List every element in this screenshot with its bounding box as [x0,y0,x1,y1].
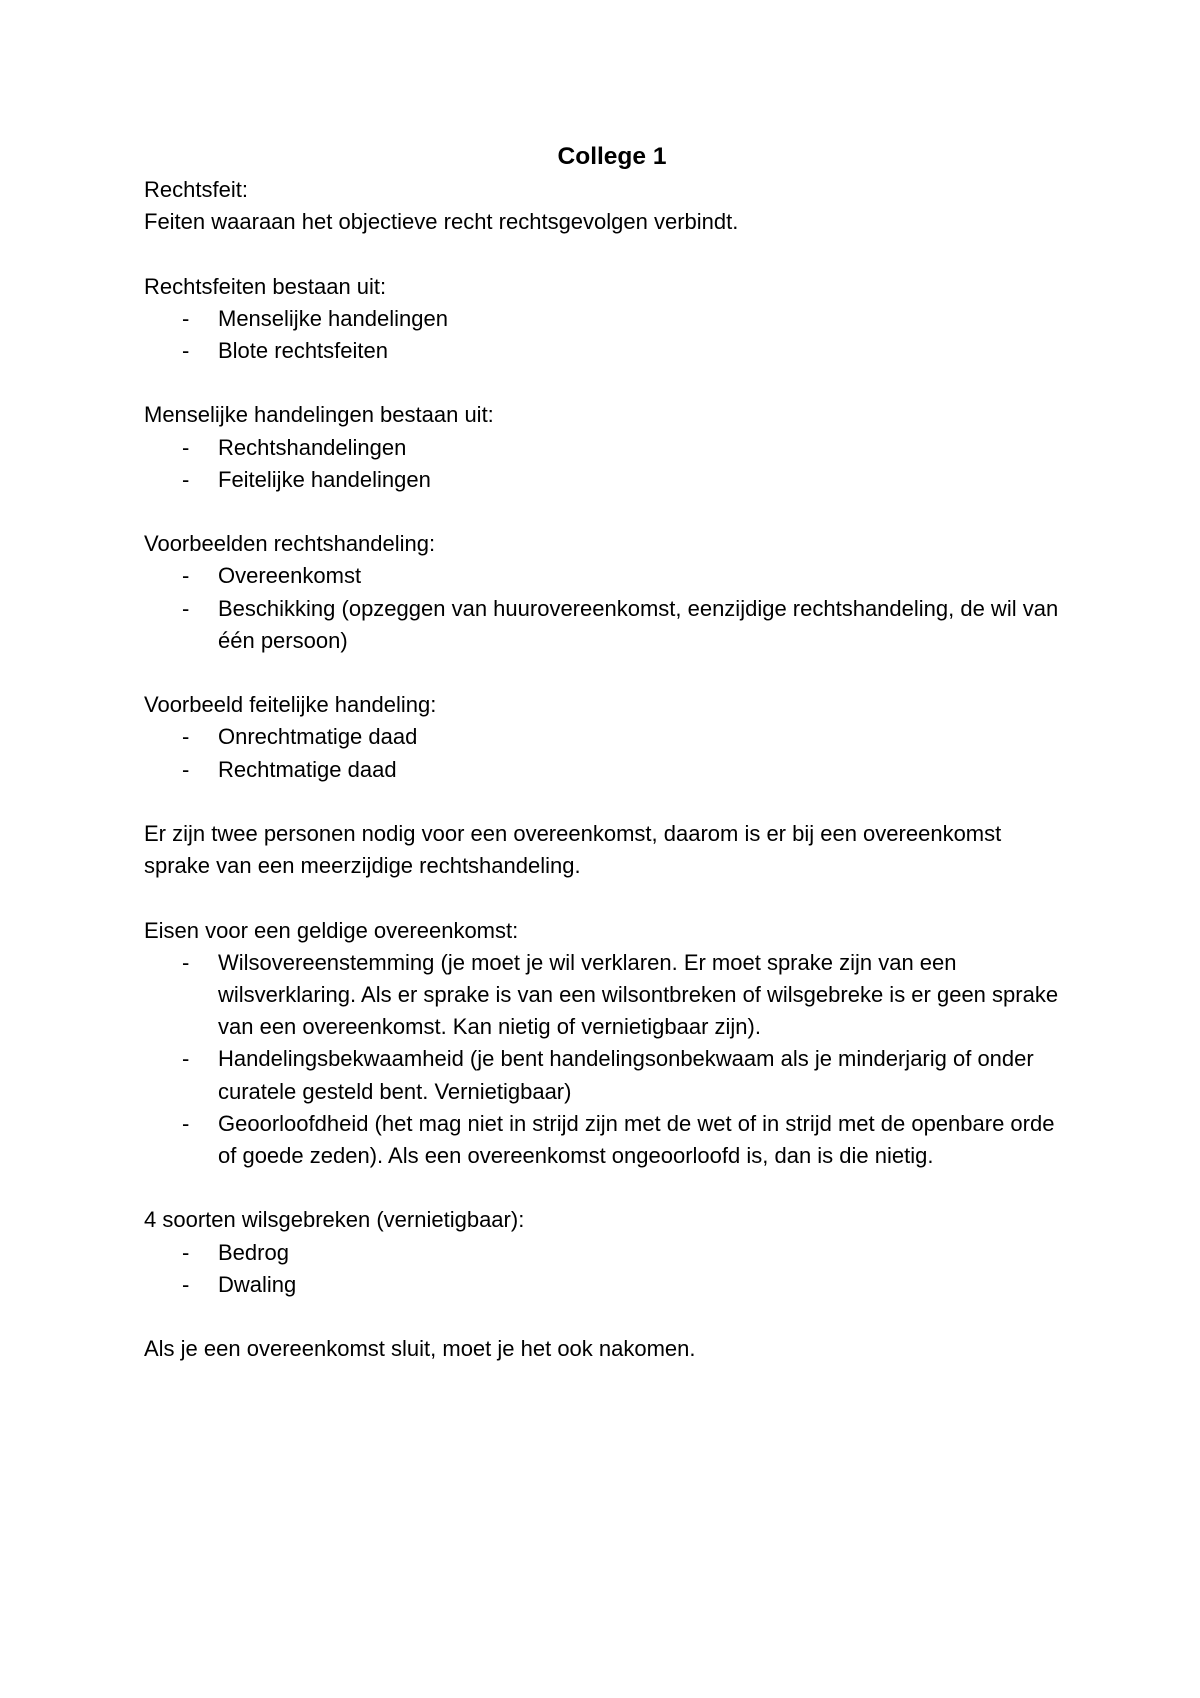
list-item-text: Bedrog [218,1239,289,1265]
paragraph-gap [144,882,1064,914]
dash-bullet: - [182,1046,190,1072]
paragraph-line: 4 soorten wilsgebreken (vernietigbaar): [144,1207,525,1233]
list-item-text: Menselijke handelingen [218,305,448,331]
document-page [144,140,1064,1365]
dash-bullet: - [182,756,190,782]
list-item [144,593,1064,657]
dash-list [144,1237,1064,1301]
document-body [144,174,1064,1365]
paragraph-gap [144,1172,1064,1204]
section [144,915,1064,1173]
list-item [144,754,1064,786]
dash-list [144,303,1064,367]
list-item [144,1043,1064,1107]
dash-bullet: - [182,595,190,621]
dash-bullet: - [182,1271,190,1297]
list-item [144,335,1064,367]
paragraph-line: Feiten waaraan het objectieve recht rechtsgevolgen verbindt. [144,209,739,235]
list-item-text: Handelingsbekwaamheid (je bent handelingsonbekwaam als je minderjarig of onder curatele gesteld bent. Vernietigbaar) [218,1046,1034,1104]
paragraph-gap [144,238,1064,270]
section [144,1204,1064,1301]
list-item-text: Onrechtmatige daad [218,724,418,750]
section [144,689,1064,786]
dash-bullet: - [182,466,190,492]
dash-bullet: - [182,563,190,589]
document-title: College 1 [557,143,667,170]
paragraph-gap [144,1301,1064,1333]
list-item [144,303,1064,335]
section [144,399,1064,496]
list-item [144,464,1064,496]
section [144,528,1064,657]
dash-bullet: - [182,724,190,750]
paragraph-gap [144,496,1064,528]
dash-list [144,432,1064,496]
dash-bullet: - [182,305,190,331]
paragraph-line: Menselijke handelingen bestaan uit: [144,402,494,428]
paragraph-gap [144,367,1064,399]
paragraph-line: Voorbeelden rechtshandeling: [144,531,436,557]
paragraph-line: Rechtsfeiten bestaan uit: [144,273,387,299]
dash-list [144,560,1064,657]
dash-bullet: - [182,1239,190,1265]
paragraph-gap [144,786,1064,818]
list-item-text: Dwaling [218,1271,297,1297]
dash-bullet: - [182,434,190,460]
dash-bullet: - [182,949,190,975]
section [144,818,1064,882]
section [144,174,1064,238]
list-item-text: Beschikking (opzeggen van huurovereenkomst, eenzijdige rechtshandeling, de wil van één persoon) [218,595,1059,653]
dash-bullet: - [182,338,190,363]
list-item [144,432,1064,464]
list-item [144,721,1064,753]
list-item [144,947,1064,1044]
list-item [144,1108,1064,1172]
section [144,1333,1064,1365]
list-item-text: Overeenkomst [218,563,362,589]
dash-list [144,721,1064,785]
paragraph-line: Eisen voor een geldige overeenkomst: [144,917,519,943]
paragraph-line: Er zijn twee personen nodig voor een overeenkomst, daarom is er bij een overeenkomst sprake van een meerzijdige rechtshandeling. [144,820,1002,879]
list-item [144,1269,1064,1301]
list-item-text: Blote rechtsfeiten [218,338,388,363]
list-item [144,560,1064,592]
list-item-text: Rechtmatige daad [218,756,397,782]
paragraph-line: Als je een overeenkomst sluit, moet je het ook nakomen. [144,1336,696,1362]
list-item-text: Rechtshandelingen [218,434,407,460]
dash-list [144,947,1064,1172]
paragraph-gap [144,657,1064,689]
list-item-text: Wilsovereenstemming (je moet je wil verklaren. Er moet sprake zijn van een wilsverklaring. Als er sprake is van een wilsontbreken of wilsgebreke is er geen sprake van een overeenkomst. Kan nietig of vernietigbaar zijn). [218,949,1059,1040]
paragraph-line: Rechtsfeit: [144,177,248,202]
section [144,271,1064,368]
list-item-text: Geoorloofdheid (het mag niet in strijd zijn met de wet of in strijd met de openbare orde of goede zeden). Als een overeenkomst ongeoorloofd is, dan is die nietig. [218,1110,1055,1168]
list-item-text: Feitelijke handelingen [218,466,431,492]
list-item [144,1237,1064,1269]
dash-bullet: - [182,1110,190,1136]
paragraph-line: Voorbeeld feitelijke handeling: [144,692,437,718]
